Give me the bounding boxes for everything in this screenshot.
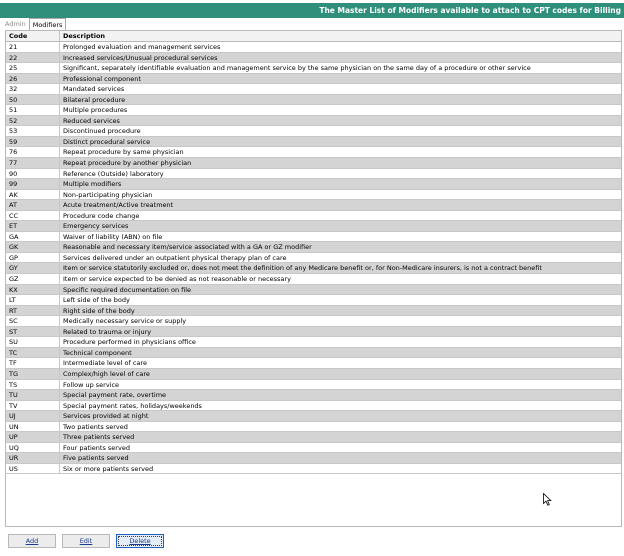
modifier-description-cell: Reduced services xyxy=(63,116,120,125)
modifier-description-cell: Prolonged evaluation and management services xyxy=(63,43,221,51)
delete-button[interactable]: Delete xyxy=(116,534,164,548)
grid-body xyxy=(6,42,621,474)
modifier-code-cell: 77 xyxy=(6,158,60,168)
modifier-code-cell: AK xyxy=(6,190,60,200)
modifier-code-cell: RT xyxy=(6,306,60,316)
modifier-code-cell: 90 xyxy=(6,169,60,179)
modifier-code-cell: GZ xyxy=(6,274,60,284)
table-row[interactable] xyxy=(6,42,621,53)
table-row[interactable] xyxy=(6,137,621,148)
modifier-description-cell: Distinct procedural service xyxy=(63,137,151,146)
table-row[interactable] xyxy=(6,369,621,380)
modifier-code-cell: LT xyxy=(6,295,60,305)
modifier-code-cell: CC xyxy=(6,211,60,221)
modifier-description-cell: Mandated services xyxy=(63,85,125,94)
modifier-code-cell: GK xyxy=(6,242,60,252)
modifier-description-cell: Repeat procedure by another physician xyxy=(63,159,192,168)
modifier-description-cell: Six or more patients served xyxy=(63,464,154,473)
table-row[interactable] xyxy=(6,453,621,464)
modifier-description-cell: Three patients served xyxy=(63,433,135,442)
modifier-description-cell: Repeat procedure by same physician xyxy=(63,148,184,157)
table-row[interactable] xyxy=(6,422,621,433)
table-row[interactable] xyxy=(6,53,621,64)
modifier-description-cell: Services provided at night xyxy=(63,412,149,421)
modifier-code-cell: GA xyxy=(6,232,60,242)
table-row[interactable] xyxy=(6,126,621,137)
modifier-description-cell: Reference (Outside) laboratory xyxy=(63,169,164,178)
table-row[interactable] xyxy=(6,316,621,327)
tab-modifiers[interactable]: Modifiers xyxy=(29,18,67,30)
modifier-description-cell: Specific required documentation on file xyxy=(63,285,192,294)
table-row[interactable] xyxy=(6,63,621,74)
modifier-code-cell: SU xyxy=(6,337,60,347)
table-row[interactable] xyxy=(6,179,621,190)
table-row[interactable] xyxy=(6,253,621,264)
modifier-code-cell: 21 xyxy=(6,42,60,52)
modifier-code-cell: ET xyxy=(6,221,60,231)
modifier-code-cell: 25 xyxy=(6,63,60,73)
modifier-code-cell: 99 xyxy=(6,179,60,189)
modifier-description-cell: Follow up service xyxy=(63,380,120,389)
grid-header xyxy=(6,31,621,42)
modifier-code-cell: TS xyxy=(6,380,60,390)
modifier-code-cell: GY xyxy=(6,263,60,273)
table-row[interactable] xyxy=(6,147,621,158)
table-row[interactable] xyxy=(6,84,621,95)
modifier-code-cell: KX xyxy=(6,285,60,295)
table-row[interactable] xyxy=(6,411,621,422)
table-row[interactable] xyxy=(6,401,621,412)
modifier-description-cell: Medically necessary service or supply xyxy=(63,317,187,326)
table-row[interactable] xyxy=(6,116,621,127)
modifier-code-cell: 51 xyxy=(6,105,60,115)
modifier-code-cell: AT xyxy=(6,200,60,210)
column-header-code[interactable]: Code xyxy=(6,31,60,41)
table-row[interactable] xyxy=(6,158,621,169)
mouse-pointer-icon xyxy=(543,493,552,506)
modifier-code-cell: TF xyxy=(6,358,60,368)
modifier-description-cell: Bilateral procedure xyxy=(63,95,126,104)
modifier-description-cell: Intermediate level of care xyxy=(63,359,147,368)
table-row[interactable] xyxy=(6,337,621,348)
tab-strip xyxy=(2,18,66,30)
modifier-code-cell: 52 xyxy=(6,116,60,126)
modifier-description-cell: Multiple modifiers xyxy=(63,180,122,189)
modifier-code-cell: ST xyxy=(6,327,60,337)
table-row[interactable] xyxy=(6,169,621,180)
table-row[interactable] xyxy=(6,327,621,338)
add-button[interactable]: Add xyxy=(8,534,56,548)
modifier-description-cell: Multiple procedures xyxy=(63,106,128,115)
column-header-description[interactable]: Description xyxy=(63,32,106,40)
modifier-description-cell: Emergency services xyxy=(63,222,129,231)
table-row[interactable] xyxy=(6,432,621,443)
modifier-description-cell: Acute treatment/Active treatment xyxy=(63,201,174,210)
modifier-description-cell: Four patients served xyxy=(63,443,130,452)
modifier-code-cell: TG xyxy=(6,369,60,379)
modifier-code-cell: 50 xyxy=(6,95,60,105)
modifier-description-cell: Procedure code change xyxy=(63,211,140,220)
modifier-description-cell: Related to trauma or injury xyxy=(63,327,152,336)
modifier-code-cell: TU xyxy=(6,390,60,400)
modifier-description-cell: Special payment rate, overtime xyxy=(63,391,167,400)
modifier-description-cell: Increased services/Unusual procedural services xyxy=(63,53,218,62)
table-row[interactable] xyxy=(6,285,621,296)
modifier-description-cell: Item or service statutorily excluded or, does not meet the definition of any Medicare benefit or, for Non-Medicare insurers, is not a contract benefit xyxy=(63,264,542,273)
modifier-code-cell: 32 xyxy=(6,84,60,94)
table-row[interactable] xyxy=(6,95,621,106)
modifier-description-cell: Procedure performed in physicians office xyxy=(63,338,196,347)
modifier-description-cell: Special payment rates, holidays/weekends xyxy=(63,401,202,410)
modifier-description-cell: Left side of the body xyxy=(63,296,130,305)
modifier-description-cell: Technical component xyxy=(63,348,132,357)
table-row[interactable] xyxy=(6,74,621,85)
modifier-code-cell: GP xyxy=(6,253,60,263)
table-row[interactable] xyxy=(6,443,621,454)
modifier-description-cell: Professional component xyxy=(63,74,141,83)
table-row[interactable] xyxy=(6,348,621,359)
table-row[interactable] xyxy=(6,464,621,475)
table-row[interactable] xyxy=(6,221,621,232)
modifier-description-cell: Two patients served xyxy=(63,422,128,431)
modifier-code-cell: 76 xyxy=(6,147,60,157)
modifier-code-cell: SC xyxy=(6,316,60,326)
modifier-description-cell: Right side of the body xyxy=(63,306,135,315)
modifier-description-cell: Five patients served xyxy=(63,454,129,463)
modifier-code-cell: 53 xyxy=(6,126,60,136)
modifier-description-cell: Discontinued procedure xyxy=(63,127,141,136)
modifier-description-cell: Services delivered under an outpatient physical therapy plan of care xyxy=(63,253,287,262)
modifier-description-cell: Reasonable and necessary item/service associated with a GA or GZ modifier xyxy=(63,243,312,252)
edit-button[interactable]: Edit xyxy=(62,534,110,548)
modifier-code-cell: UN xyxy=(6,422,60,432)
modifier-code-cell: UP xyxy=(6,432,60,442)
table-row[interactable] xyxy=(6,380,621,391)
modifier-description-cell: Item or service expected to be denied as not reasonable or necessary xyxy=(63,275,291,284)
table-row[interactable] xyxy=(6,390,621,401)
modifier-description-cell: Significant, separately identifiable evaluation and management service by the same physician on the same day of a procedure or other service xyxy=(63,64,531,73)
table-row[interactable] xyxy=(6,263,621,274)
modifiers-grid xyxy=(5,30,622,527)
table-row[interactable] xyxy=(6,232,621,243)
modifier-code-cell: 59 xyxy=(6,137,60,147)
modifier-code-cell: UR xyxy=(6,453,60,463)
modifier-code-cell: 26 xyxy=(6,74,60,84)
modifier-code-cell: UQ xyxy=(6,443,60,453)
modifier-code-cell: 22 xyxy=(6,53,60,63)
modifier-code-cell: TV xyxy=(6,401,60,411)
table-row[interactable] xyxy=(6,200,621,211)
modifier-code-cell: UJ xyxy=(6,411,60,421)
table-row[interactable] xyxy=(6,105,621,116)
table-row[interactable] xyxy=(6,211,621,222)
action-buttons xyxy=(8,534,170,548)
tab-admin[interactable]: Admin xyxy=(5,20,26,28)
table-row[interactable] xyxy=(6,190,621,201)
modifier-code-cell: TC xyxy=(6,348,60,358)
page-title: The Master List of Modifiers available to attach to CPT codes for Billing xyxy=(0,3,624,18)
table-row[interactable] xyxy=(6,295,621,306)
modifier-code-cell: US xyxy=(6,464,60,474)
modifier-description-cell: Complex/high level of care xyxy=(63,369,150,378)
table-row[interactable] xyxy=(6,358,621,369)
modifier-description-cell: Non-participating physician xyxy=(63,190,153,199)
modifier-description-cell: Waiver of liability (ABN) on file xyxy=(63,232,163,241)
table-row[interactable] xyxy=(6,306,621,317)
table-row[interactable] xyxy=(6,242,621,253)
table-row[interactable] xyxy=(6,274,621,285)
